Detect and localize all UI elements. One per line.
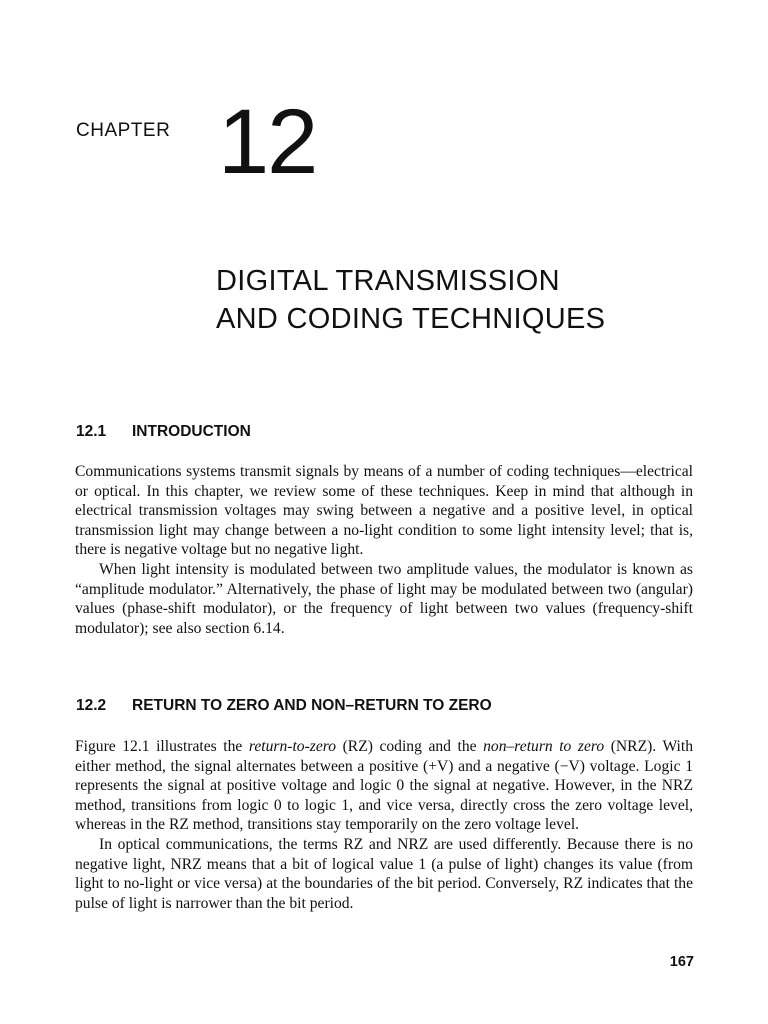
section-number: 12.2 [76,697,107,714]
chapter-title [216,262,605,338]
chapter-title-line-2: AND CODING TECHNIQUES [216,303,606,335]
chapter-label: CHAPTER [76,120,171,141]
paragraph: In optical communications, the terms RZ and NRZ are used differently. Because there is no negative light, NRZ means that a bit of logical value 1 (a pulse of light) changes its value (from light to no-light or vice versa) at the boundaries of the bit period. Conversely, RZ indicates that the pulse of light is narrower than the bit period. [75,835,693,912]
chapter-number: 12 [218,91,317,193]
section-title: INTRODUCTION [132,423,251,440]
paragraph [75,737,693,835]
text-run: (RZ) coding and the [336,738,484,755]
paragraph: Communications systems transmit signals by means of a number of coding techniques—electrical or optical. In this chapter, we review some of these techniques. Keep in mind that although in electrical transmission voltages may swing between a negative and a positive level, in optical transmission light may change between a no-light condition to some light intensity level; that is, there is negative voltage but no negative light. [75,463,693,559]
paragraph: When light intensity is modulated between two amplitude values, the modulator is known as “amplitude modulator.” Alternatively, the phase of light may be modulated between two (angular) values (phase-shift modulator), or the frequency of light between two values (frequency-shift modulator); see also section 6.14. [75,560,693,637]
text-run: Figure 12.1 illustrates the [75,738,249,755]
section-heading-rz-nrz [76,697,492,715]
text-run: (NRZ). With either method, the signal alternates between a positive (+V) and a negative (−V) voltage. Logic 1 represents the signal at positive voltage and logic 0 the signal at negative. However, in the NRZ method, transitions from logic 0 to logic 1, and vice versa, directly cross the zero voltage level, whereas in the RZ method, transitions stay temporarily on the zero voltage level. [75,738,694,834]
term-return-to-zero: return-to-zero [248,738,337,755]
page-number: 167 [669,954,694,970]
section-title: RETURN TO ZERO AND NON–RETURN TO ZERO [132,697,492,714]
term-non-return-to-zero: non–return to zero [483,738,605,755]
section-number: 12.1 [76,423,107,440]
section-body-introduction [75,462,693,638]
chapter-title-line-1: DIGITAL TRANSMISSION [216,265,560,297]
section-body-rz-nrz [75,737,693,913]
section-heading-introduction [76,423,251,441]
